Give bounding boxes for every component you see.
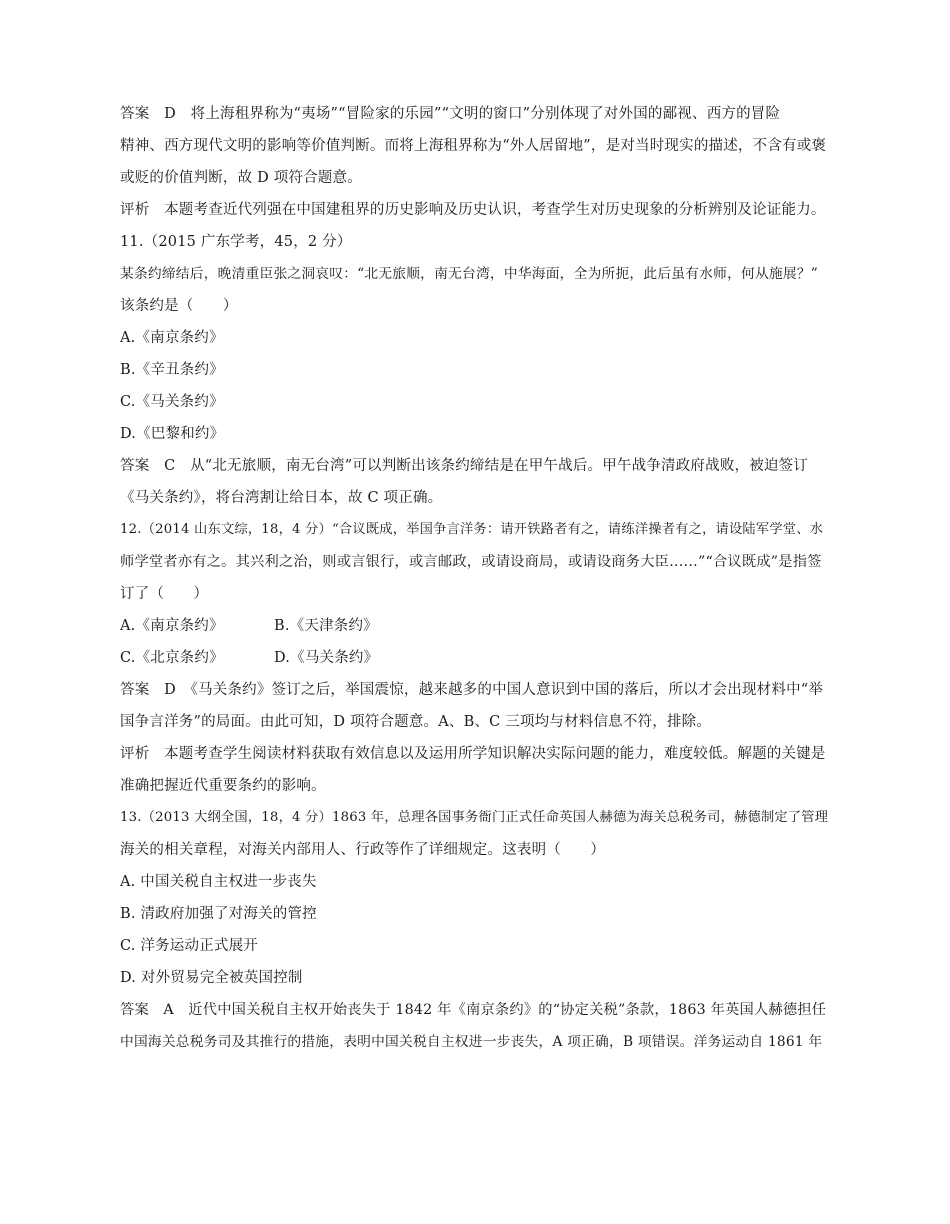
question-11-option-a: A.《南京条约》 <box>120 330 224 346</box>
question-11-option-c: C.《马关条约》 <box>120 394 224 410</box>
question-11-option-b: B.《辛丑条约》 <box>120 362 224 378</box>
analysis-12-line-2: 准确把握近代重要条约的影响。 <box>120 778 326 794</box>
question-12-option-b: B.《天津条约》 <box>274 618 378 634</box>
question-13-option-d: D. 对外贸易完全被英国控制 <box>120 970 303 986</box>
question-13-stem-1: 13.（2013 大纲全国，18，4 分）1863 年，总理各国事务衙门正式任命英国人赫德为海关总税务司，赫德制定了管理 <box>120 810 829 825</box>
question-11-stem-1: 某条约缔结后，晚清重臣张之洞哀叹：“北无旅顺，南无台湾，中华海面，全为所扼，此后虽有水师，何从施展？” <box>120 266 819 282</box>
question-12-option-c: C.《北京条约》 <box>120 650 224 666</box>
answer-13-line-2: 中国海关总税务司及其推行的措施，表明中国关税自主权进一步丧失，A 项正确，B 项错误。洋务运动自 1861 年 <box>120 1034 823 1050</box>
question-12-stem-2: 师学堂者亦有之。其兴利之治，则或言银行，或言邮政，或请设商局，或请设商务大臣……”“合议既成”是指签 <box>120 554 822 570</box>
answer-10-line-3: 或贬的价值判断，故 D 项符合题意。 <box>120 170 362 186</box>
question-12-option-d: D.《马关条约》 <box>274 650 379 666</box>
answer-11-line-1: 答案 C 从“北无旅顺，南无台湾”可以判断出该条约缔结是在甲午战后。甲午战争清政府战败，被迫签订 <box>120 458 809 474</box>
question-11-source: 11.（2015 广东学考，45，2 分） <box>120 234 352 250</box>
answer-10-line-2: 精神、西方现代文明的影响等价值判断。而将上海租界称为“外人居留地”，是对当时现实的描述，不含有或褒 <box>120 138 827 154</box>
answer-11-line-2: 《马关条约》，将台湾割让给日本，故 C 项正确。 <box>120 490 443 506</box>
question-13-stem-2: 海关的相关章程，对海关内部用人、行政等作了详细规定。这表明（ ） <box>120 842 606 858</box>
question-13-option-b: B. 清政府加强了对海关的管控 <box>120 906 317 922</box>
analysis-10: 评析 本题考查近代列强在中国建租界的历史影响及历史认识，考查学生对历史现象的分析辨别及论证能力。 <box>120 202 826 218</box>
answer-12-line-1: 答案 D 《马关条约》签订之后，举国震惊，越来越多的中国人意识到中国的落后，所以才会出现材料中“举 <box>120 682 824 698</box>
question-12-option-a: A.《南京条约》 <box>120 618 224 634</box>
analysis-12-line-1: 评析 本题考查学生阅读材料获取有效信息以及运用所学知识解决实际问题的能力，难度较低。解题的关键是 <box>120 746 826 762</box>
answer-10-line-1: 答案 D 将上海租界称为“夷场”“冒险家的乐园”“文明的窗口”分别体现了对外国的鄙视、西方的冒险 <box>120 106 781 122</box>
question-13-option-a: A. 中国关税自主权进一步丧失 <box>120 874 317 890</box>
question-12-stem-1: 12.（2014 山东文综，18，4 分）“合议既成，举国争言洋务：请开铁路者有之，请练洋操者有之，请设陆军学堂、水 <box>120 522 824 537</box>
question-11-option-d: D.《巴黎和约》 <box>120 426 225 442</box>
question-11-stem-2: 该条约是（ ） <box>120 298 238 314</box>
answer-13-line-1: 答案 A 近代中国关税自主权开始丧失于 1842 年《南京条约》的“协定关税”条款，1863 年英国人赫德担任 <box>120 1002 827 1018</box>
answer-12-line-2: 国争言洋务”的局面。由此可知，D 项符合题意。A、B、C 三项均与材料信息不符，排除。 <box>120 714 712 730</box>
question-13-option-c: C. 洋务运动正式展开 <box>120 938 258 954</box>
question-12-stem-3: 订了（ ） <box>120 586 209 602</box>
